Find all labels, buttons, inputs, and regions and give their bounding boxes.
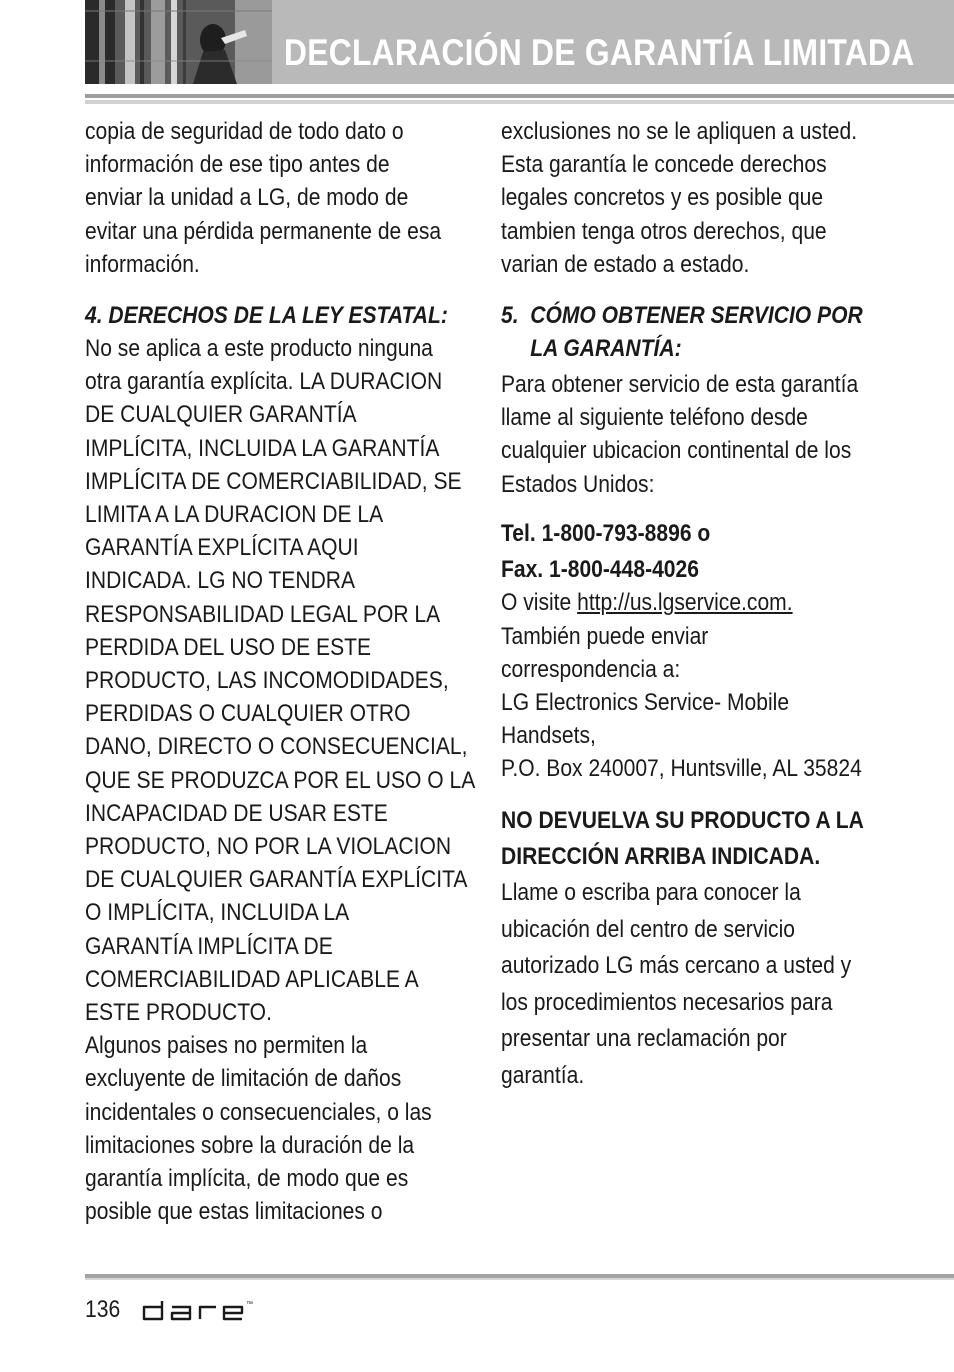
section4-heading [85, 299, 465, 332]
text-line: PERDIDA DEL USO DE ESTE [85, 633, 372, 661]
text-line: garantía. [501, 1061, 585, 1089]
text-line: QUE SE PRODUZCA POR EL USO O LA [85, 766, 476, 794]
text-line: tambien tenga otros derechos, que [501, 217, 827, 245]
text-line: otra garantía explícita. LA DURACION [85, 368, 443, 396]
text-line: copia de seguridad de todo dato o [85, 118, 404, 145]
text-line: DE CUALQUIER GARANTÍA [85, 401, 357, 429]
text-line: varian de estado a estado. [501, 250, 750, 278]
text-line: cualquier ubicacion continental de los [501, 437, 852, 465]
text-line: DE CUALQUIER GARANTÍA EXPLÍCITA [85, 866, 468, 894]
text-line: los procedimientos necesarios para [501, 988, 833, 1016]
text-line: legales concretos y es posible que [501, 184, 824, 212]
header-photo-art [85, 0, 272, 84]
text-line: No se aplica a este producto ninguna [85, 335, 433, 362]
text-line: PERDIDAS O CUALQUIER OTRO [85, 700, 411, 728]
text-line: DANO, DIRECTO O CONSECUENCIAL, [85, 733, 468, 761]
text-line: Estados Unidos: [501, 470, 655, 498]
text-line: excluyente de limitación de daños [85, 1065, 402, 1093]
warning-notice [501, 803, 881, 875]
section4-heading-text: 4. DERECHOS DE LA LEY ESTATAL: [85, 302, 448, 329]
dare-logo-art [142, 1299, 260, 1323]
visit-line [501, 586, 881, 619]
text-line: Llame o escriba para conocer la [501, 879, 801, 906]
text-line: información. [85, 250, 200, 278]
text-line: Algunos paises no permiten la [85, 1032, 368, 1060]
service-website-link[interactable]: http://us.lgservice.com. [577, 589, 793, 617]
text-line: información de ese tipo antes de [85, 151, 390, 179]
closing-paragraph [501, 875, 881, 1095]
section5-heading-line1: CÓMO OBTENER SERVICIO POR [530, 302, 863, 329]
section5-heading [501, 299, 881, 365]
fax-number: Fax. 1-800-448-4026 [501, 556, 699, 584]
dare-logo [142, 1299, 260, 1328]
section5-number: 5. [501, 302, 519, 329]
text-line: correspondencia a: [501, 655, 681, 683]
trademark-symbol: ™ [246, 1301, 253, 1308]
text-line: Para obtener servicio de esta garantía [501, 371, 859, 398]
section5-heading-line2: LA GARANTÍA: [530, 335, 682, 362]
text-line: También puede enviar [501, 622, 709, 650]
visit-prefix: O visite [501, 589, 578, 617]
text-line: INCAPACIDAD DE USAR ESTE [85, 799, 388, 827]
text-line: IMPLÍCITA, INCLUIDA LA GARANTÍA [85, 434, 440, 462]
text-line: ESTE PRODUCTO. [85, 999, 272, 1027]
text-line: INDICADA. LG NO TENDRA [85, 567, 356, 595]
text-line: Esta garantía le concede derechos [501, 151, 827, 179]
warning-line: DIRECCIÓN ARRIBA INDICADA. [501, 843, 821, 870]
text-line: GARANTÍA IMPLÍCITA DE [85, 932, 333, 960]
text-line: PRODUCTO, NO POR LA VIOLACION [85, 833, 452, 861]
contact-block [501, 517, 881, 786]
text-line: PRODUCTO, LAS INCOMODIDADES, [85, 667, 449, 695]
left-intro-paragraph [85, 115, 465, 281]
phone-number: Tel. 1-800-793-8896 o [501, 520, 711, 547]
right-intro-paragraph [501, 115, 881, 281]
text-line: incidentales o consecuenciales, o las [85, 1098, 432, 1126]
text-line: LG Electronics Service- Mobile [501, 689, 790, 717]
text-line: Handsets, [501, 722, 596, 750]
page-number: 136 [85, 1296, 121, 1323]
text-line: O IMPLÍCITA, INCLUIDA LA [85, 899, 350, 927]
text-line: llame al siguiente teléfono desde [501, 404, 808, 432]
warning-line: NO DEVUELVA SU PRODUCTO A LA [501, 807, 864, 834]
section4-body [85, 332, 476, 1228]
footer-divider [85, 1274, 954, 1280]
header-photo [85, 0, 272, 84]
text-line: IMPLÍCITA DE COMERCIABILIDAD, SE [85, 467, 462, 495]
text-line: evitar una pérdida permanente de esa [85, 217, 442, 245]
text-line: exclusiones no se le apliquen a usted. [501, 118, 858, 145]
text-line: RESPONSABILIDAD LEGAL POR LA [85, 600, 441, 628]
text-line: LIMITA A LA DURACION DE LA [85, 501, 384, 529]
mailing-address: P.O. Box 240007, Huntsville, AL 35824 [501, 755, 862, 783]
page-title: DECLARACIÓN DE GARANTÍA LIMITADA [284, 32, 915, 73]
text-line: GARANTÍA EXPLÍCITA AQUI [85, 534, 359, 562]
text-line: garantía implícita, de modo que es [85, 1165, 409, 1193]
text-line: ubicación del centro de servicio [501, 915, 795, 943]
text-line: presentar una reclamación por [501, 1025, 787, 1053]
header-divider [85, 94, 954, 104]
text-line: COMERCIABILIDAD APLICABLE A [85, 965, 419, 993]
text-line: enviar la unidad a LG, de modo de [85, 184, 409, 212]
text-line: limitaciones sobre la duración de la [85, 1131, 415, 1159]
section5-body [501, 368, 881, 501]
text-line: posible que estas limitaciones o [85, 1198, 383, 1226]
text-line: autorizado LG más cercano a usted y [501, 952, 852, 980]
